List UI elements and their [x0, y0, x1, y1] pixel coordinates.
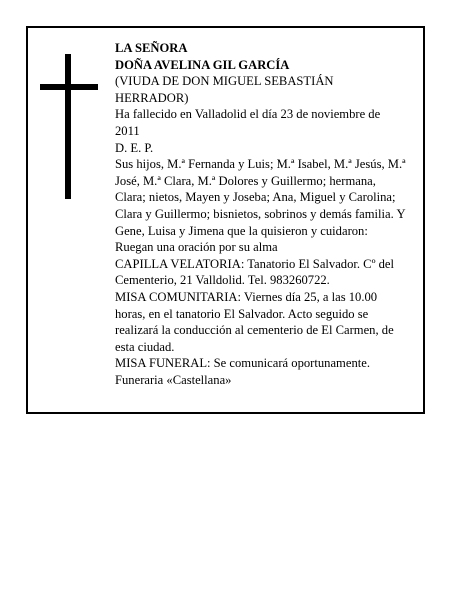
rip-line: D. E. P.	[115, 140, 154, 155]
latin-cross-icon	[40, 54, 98, 199]
deceased-name: DOÑA AVELINA GIL GARCÍA	[115, 57, 290, 72]
widow-of-line: (VIUDA DE DON MIGUEL SEBASTIÁN HERRADOR)	[115, 74, 334, 105]
mass-info: MISA COMUNITARIA: Viernes día 25, a las 10.00 horas, en el tanatorio El Salvador. Acto seguido se realizará la conducción al cementerio de El Carmen, de esta ciudad.	[115, 289, 394, 354]
notice-body	[115, 40, 407, 388]
cross-horizontal-bar	[40, 84, 98, 90]
death-announcement: Ha fallecido en Valladolid el día 23 de noviembre de 2011	[115, 107, 381, 138]
funeral-info: MISA FUNERAL: Se comunicará oportunamente.	[115, 356, 370, 371]
notice-title-line-1: LA SEÑORA	[115, 41, 188, 55]
obituary-notice	[26, 26, 425, 414]
funeral-home: Funeraria «Castellana»	[115, 372, 232, 387]
prayer-request: Ruegan una oración por su alma	[115, 240, 278, 255]
chapel-info: CAPILLA VELATORIA: Tanatorio El Salvador. Cº del Cementerio, 21 Valldolid. Tel. 983260722.	[115, 256, 395, 288]
cross-vertical-bar	[65, 54, 71, 199]
family-list: Sus hijos, M.ª Fernanda y Luis; M.ª Isabel, M.ª Jesús, M.ª José, M.ª Clara, M.ª Dolores y Guillermo; hermana, Clara; nietos, Mayen y Joseba; Ana, Miguel y Carolina; Clara y Guillermo; bisnietos, sobrinos y demás familia. Y Gene, Luisa y Jimena que la quisieron y cuidaron:	[115, 157, 406, 238]
